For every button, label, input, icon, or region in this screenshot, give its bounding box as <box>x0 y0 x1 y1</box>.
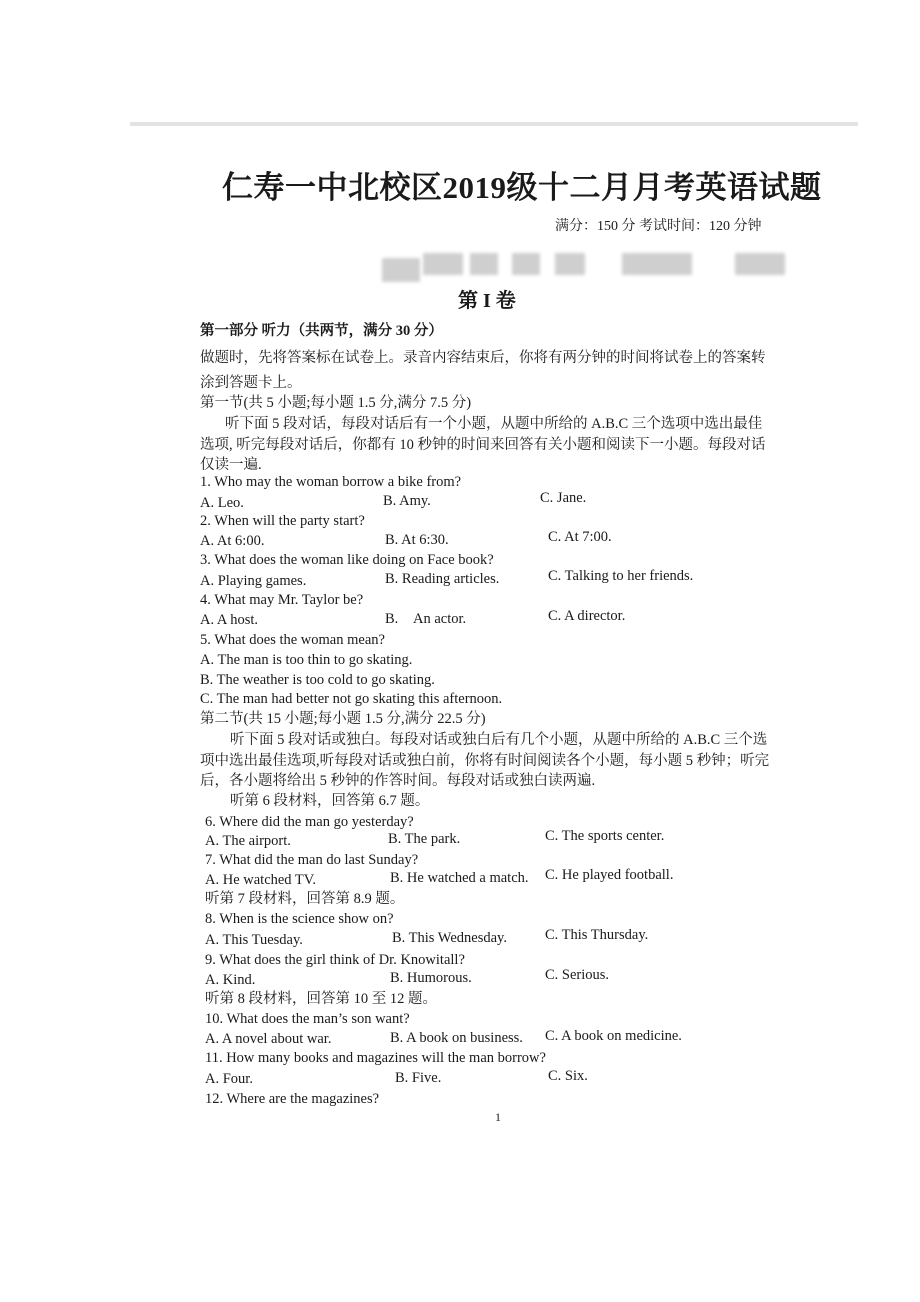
option-a: A. At 6:00. <box>200 533 265 549</box>
option-b: B. He watched a match. <box>390 870 529 886</box>
option-b: B. Humorous. <box>390 970 472 986</box>
option-b: B. The park. <box>388 831 461 847</box>
question: 10. What does the man’s son want? <box>205 1011 410 1027</box>
option-a: A. The man is too thin to go skating. <box>200 652 413 668</box>
section1-heading: 第一节(共 5 小题;每小题 1.5 分,满分 7.5 分) <box>200 395 472 411</box>
option-b: B. Reading articles. <box>385 571 500 587</box>
option-b: B. The weather is too cold to go skating. <box>200 672 435 688</box>
instructions-line: 涂到答题卡上。 <box>200 375 302 391</box>
option-b: B. Five. <box>395 1070 442 1086</box>
option-c: C. A book on medicine. <box>545 1028 682 1044</box>
instructions-line: 做题时，先将答案标在试卷上。录音内容结束后，你将有两分钟的时间将试卷上的答案转 <box>200 350 766 366</box>
option-c: C. He played football. <box>545 867 674 883</box>
section2-desc: 听下面 5 段对话或独白。每段对话或独白后有几个小题，从题中所给的 A.B.C 三个选 <box>230 732 768 748</box>
option-b: B. A book on business. <box>390 1030 523 1046</box>
section1-desc: 选项, 听完每段对话后，你都有 10 秒钟的时间来回答有关小题和阅读下一小题。每段对话 <box>200 437 766 453</box>
option-c: C. The man had better not go skating this afternoon. <box>200 691 503 707</box>
option-c: C. Serious. <box>545 967 610 983</box>
option-c: C. Talking to her friends. <box>548 568 694 584</box>
material-heading: 听第 6 段材料，回答第 6.7 题。 <box>230 793 430 809</box>
section2-desc: 项中选出最佳选项,听每段对话或独白前，你将有时间阅读各个小题，每小题 5 秒钟；听完 <box>200 753 770 769</box>
question: 12. Where are the magazines? <box>205 1091 380 1107</box>
part1-heading: 第一部分 听力（共两节，满分 30 分） <box>200 323 443 339</box>
option-c: C. A director. <box>548 608 626 624</box>
section1-desc: 听下面 5 段对话，每段对话后有一个小题，从题中所给的 A.B.C 三个选项中选出最佳 <box>225 416 763 432</box>
option-b: B. <box>385 611 399 627</box>
option-a: A. A novel about war. <box>205 1031 332 1047</box>
option-a: A. A host. <box>200 612 259 628</box>
option-a: A. This Tuesday. <box>205 932 303 948</box>
section2-desc: 后，各小题将给出 5 秒钟的作答时间。每段对话或独白读两遍. <box>200 773 596 789</box>
section1-desc: 仅读一遍. <box>200 457 262 473</box>
material-heading: 听第 8 段材料，回答第 10 至 12 题。 <box>205 991 437 1007</box>
question: 1. Who may the woman borrow a bike from? <box>200 474 462 490</box>
top-rule <box>130 122 858 126</box>
section2-heading: 第二节(共 15 小题;每小题 1.5 分,满分 22.5 分) <box>200 711 486 727</box>
option-c: C. Six. <box>548 1068 588 1084</box>
option-a: A. He watched TV. <box>205 872 317 888</box>
option-a: A. Playing games. <box>200 573 307 589</box>
option-b-text: An actor. <box>413 611 467 627</box>
question: 6. Where did the man go yesterday? <box>205 814 414 830</box>
page-number: 1 <box>495 1110 501 1124</box>
option-c: C. At 7:00. <box>548 529 612 545</box>
option-c: C. Jane. <box>540 490 587 506</box>
option-b: B. At 6:30. <box>385 532 449 548</box>
option-b: B. This Wednesday. <box>392 930 507 946</box>
option-b: B. Amy. <box>383 493 431 509</box>
question: 7. What did the man do last Sunday? <box>205 852 419 868</box>
volume-heading: 第 I 卷 <box>458 290 516 312</box>
option-a: A. The airport. <box>205 833 291 849</box>
option-a: A. Kind. <box>205 972 256 988</box>
option-c: C. The sports center. <box>545 828 665 844</box>
question: 2. When will the party start? <box>200 513 365 529</box>
score-info: 满分：150 分 考试时间：120 分钟 <box>555 219 762 234</box>
material-heading: 听第 7 段材料，回答第 8.9 题。 <box>205 891 405 907</box>
option-a: A. Four. <box>205 1071 253 1087</box>
option-c: C. This Thursday. <box>545 927 649 943</box>
question: 9. What does the girl think of Dr. Knowitall? <box>205 952 465 968</box>
question: 8. When is the science show on? <box>205 911 394 927</box>
question: 11. How many books and magazines will the man borrow? <box>205 1050 546 1066</box>
option-a: A. Leo. <box>200 495 244 511</box>
question: 3. What does the woman like doing on Face book? <box>200 552 494 568</box>
question: 5. What does the woman mean? <box>200 632 385 648</box>
exam-title: 仁寿一中北校区2019级十二月月考英语试题 <box>222 170 822 205</box>
question: 4. What may Mr. Taylor be? <box>200 592 364 608</box>
